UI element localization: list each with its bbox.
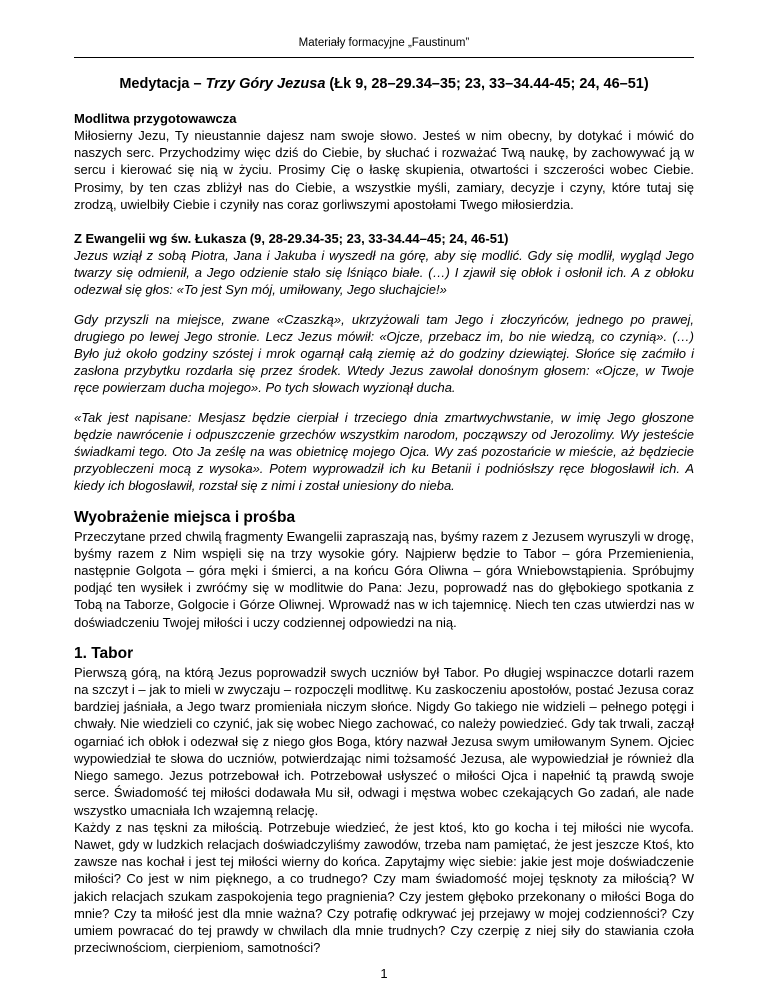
imagination-heading: Wyobrażenie miejsca i prośba: [74, 508, 296, 526]
header-divider: [74, 57, 694, 58]
gospel-heading: Z Ewangelii wg św. Łukasza (9, 28-29.34-35; 23, 33-34.44–45; 24, 46-51): [74, 231, 509, 247]
tabor-heading: 1. Tabor: [74, 644, 134, 662]
imagination-text: Przeczytane przed chwilą fragmenty Ewangelii zapraszają nas, byśmy razem z Jezusem wyruszyli w drogę, byśmy razem z Nim wspięli się na trzy wysokie góry. Najpierw będzie to Tabor – góra Przemienienia, następnie Golgota – góra męki i śmierci, a na końcu Góra Oliwna – góra Wniebowstąpienia. Spróbujmy podjąć ten wysiłek i zwróćmy się w modlitwie do Pana: Jezu, poprowadź nas do głębokiego spotkania z Tobą na Taborze, Golgocie i Górze Oliwnej. Wprowadź nas w ich tajemnicę. Niech ten czas utwierdzi nas w doświadczeniu Twojej miłości i uczy codziennej odpowiedzi na nią.: [74, 528, 694, 630]
prayer-text: Miłosierny Jezu, Ty nieustannie dajesz nam swoje słowo. Jesteś w nim obecny, by dotykać i mówić do naszych serc. Przychodzimy więc dziś do Ciebie, by słuchać i rozważać Twą naukę, by zachowywać ją w sercu i kierować się nią w życiu. Prosimy Cię o łaskę skupienia, otwartości i szczerości wobec Ciebie. Prosimy, by ten czas zbliżył nas do Ciebie, a wszystkie myśli, zamiary, decyzje i czyny, które tutaj się zrodzą, uwielbiły Ciebie i czyniły nas coraz gorliwszymi apostołami Twego miłosierdzia.: [74, 128, 694, 212]
tabor-paragraph-2: Każdy z nas tęskni za miłością. Potrzebuje wiedzieć, że jest ktoś, kto go kocha i tej miłości nie wycofa. Nawet, gdy w ludzkich relacjach doświadczyliśmy zawodów, trzeba nam pamiętać, że jest jeszcze Ktoś, kto zawsze nas kochał i jest tej miłości wierny do końca. Zapytajmy więc siebie: jakie jest moje doświadczenie miłości? Co jest w nim pięknego, a co trudnego? Czy mam świadomość mojej tęsknoty za miłością? W jakich relacjach szukam zaspokojenia tego pragnienia? Czy jestem głęboko przekonany o miłości Boga do mnie? Czy ta miłość jest dla mnie ważna? Czy potrafię odkrywać jej przejawy w mojej codzienności? Czy umiem powracać do tej prawdy w chwilach dla mnie trudnych? Czy czerpię z niej siły do stawiania czoła przeciwnościom, cierpieniom, samotności?: [74, 819, 694, 956]
gospel-passage-1: Jezus wziął z sobą Piotra, Jana i Jakuba i wyszedł na górę, aby się modlić. Gdy się modlił, wygląd Jego twarzy się odmienił, a Jego odzienie stało się lśniąco białe. (…) I zjawił się obłok i osłonił ich. A z obłoku odezwał się głos: «To jest Syn mój, umiłowany, Jego słuchajcie!»: [74, 248, 694, 298]
running-header: Materiały formacyjne „Faustinum”: [298, 37, 470, 49]
prayer-heading: Modlitwa przygotowawcza: [74, 111, 237, 126]
title-prefix: Medytacja –: [119, 76, 206, 92]
page-title: [74, 75, 694, 93]
gospel-passage-3: «Tak jest napisane: Mesjasz będzie cierpiał i trzeciego dnia zmartwychwstanie, w imię Jego głoszone będzie nawrócenie i odpuszczenie grzechów wszystkim narodom, począwszy od Jerozolimy. Wy jesteście świadkami tego. Oto Ja ześlę na was obietnicę mojego Ojca. Wy zaś pozostańcie w mieście, aż będziecie przyobleczeni mocą z wysoka». Potem wyprowadził ich ku Betanii i podniósłszy ręce błogosławił ich. A kiedy ich błogosławił, rozstał się z nimi i został uniesiony do nieba.: [74, 409, 694, 494]
tabor-paragraph-1: Pierwszą górą, na którą Jezus poprowadził swych uczniów był Tabor. Po długiej wspinaczce dotarli razem na szczyt i – jak to mieli w zwyczaju – rozpoczęli modlitwę. Ku zaskoczeniu apostołów, postać Jezusa coraz bardziej jaśniała, a Jego twarz promieniała niczym słońce. Nigdy Go takiego nie widzieli – pełnego potęgi i chwały. Nie wiedzieli co czynić, jak się wobec Niego zachować, co należy powiedzieć. Gdy tak trwali, zaczął ogarniać ich obłok i odezwał się z niego głos Boga, który nazwał Jezusa swym umiłowanym Synem. Ojciec wypowiedział te słowa do uczniów, potwierdzając nimi tożsamość Jezusa, ale wypowiedział je również dla Niego samego. Jezus potrzebował ich. Potrzebował usłyszeć o miłości Ojca i napełnić tą prawdą swoje serce. Świadomość tej miłości dodawała Mu sił, odwagi i męstwa wobec czekających Go zadań, ale nade wszystko umacniała Ich wzajemną relację.: [74, 664, 694, 818]
gospel-passage-2: Gdy przyszli na miejsce, zwane «Czaszką», ukrzyżowali tam Jego i złoczyńców, jednego po prawej, drugiego po lewej Jego stronie. Lecz Jezus mówił: «Ojcze, przebacz im, bo nie wiedzą, co czynią». (…) Było już około godziny szóstej i mrok ogarnął całą ziemię aż do godziny dziewiątej. Słońce się zaćmiło i zasłona przybytku rozdarła się przez środek. Wtedy Jezus zawołał donośnym głosem: «Ojcze, w Twoje ręce powierzam ducha mojego». Po tych słowach wyzionął ducha.: [74, 311, 694, 396]
title-italic: Trzy Góry Jezusa: [205, 76, 326, 92]
document-page: [74, 0, 694, 981]
title-reference: (Łk 9, 28–29.34–35; 23, 33–34.44-45; 24, 46–51): [325, 76, 649, 92]
page-number: 1: [380, 966, 388, 981]
